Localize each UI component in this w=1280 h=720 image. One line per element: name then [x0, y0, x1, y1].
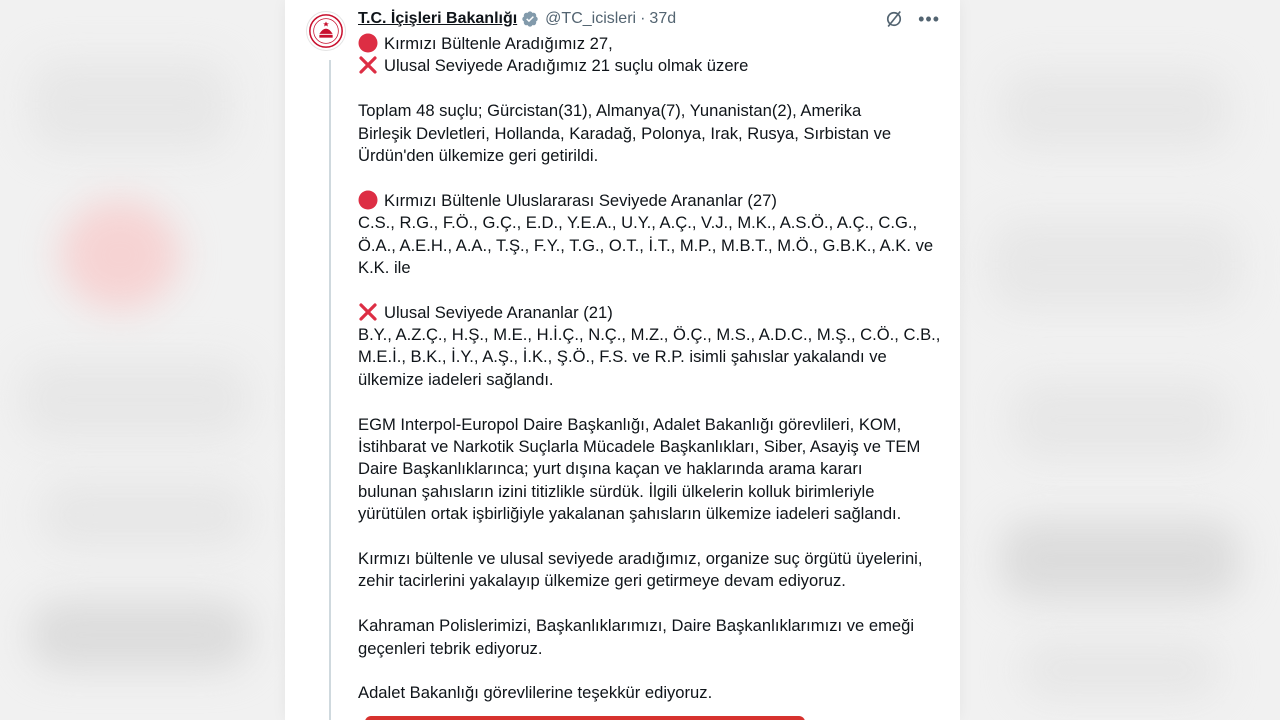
- text-line: ülkemize iadeleri sağlandı.: [358, 369, 554, 389]
- text-line: yürütülen ortak işbirliğiyle yakalanan şahısların ülkemize iadeleri sağlandı.: [358, 504, 902, 524]
- post-header: [358, 8, 948, 30]
- text-line: zehir tacirlerini yakalayıp ülkemize geri getirmeye devam ediyoruz.: [358, 571, 846, 591]
- text-line: Ulusal Seviyede Aradığımız 21 suçlu olmak üzere: [358, 55, 948, 77]
- text-line: Ulusal Seviyede Arananlar (21): [358, 302, 948, 324]
- text-line: Kahraman Polislerimizi, Başkanlıklarımızı, Daire Başkanlıklarımızı ve emeği: [358, 616, 915, 636]
- text-line: Daire Başkanlıklarınca; yurt dışına kaçan ve haklarında arama kararı: [358, 459, 863, 479]
- author-handle[interactable]: @TC_icisleri: [545, 10, 637, 27]
- text-line: Adalet Bakanlığı görevlilerine teşekkür ediyoruz.: [358, 683, 713, 703]
- verified-badge-icon[interactable]: [521, 10, 539, 28]
- text-line: Toplam 48 suçlu; Gürcistan(31), Almanya(7), Yunanistan(2), Amerika: [358, 101, 862, 121]
- text-line: Kırmızı Bültenle Aradığımız 27,: [358, 33, 948, 55]
- text-line: K.K. ile: [358, 257, 411, 277]
- text-line: M.E.İ., B.K., İ.Y., A.Ş., İ.K., Ş.Ö., F.S. ve R.P. isimli şahıslar yakalandı ve: [358, 347, 887, 367]
- avatar[interactable]: [306, 11, 346, 51]
- text-line: B.Y., A.Z.Ç., H.Ş., M.E., H.İ.Ç., N.Ç., M.Z., Ö.Ç., M.S., A.D.C., M.Ş., C.Ö., C.B.,: [358, 325, 941, 345]
- post-card: [285, 0, 960, 720]
- red-circle-icon: [358, 33, 378, 53]
- thread-line: [329, 60, 331, 720]
- text-line: Kırmızı Bültenle Uluslararası Seviyede Arananlar (27): [358, 190, 948, 212]
- text-line: Birleşik Devletleri, Hollanda, Karadağ, Polonya, Irak, Rusya, Sırbistan ve: [358, 123, 892, 143]
- cross-mark-icon: [358, 55, 378, 75]
- grok-icon[interactable]: [884, 9, 904, 29]
- separator-dot: ·: [640, 10, 646, 27]
- cross-mark-icon: [358, 302, 378, 322]
- text-line: Ürdün'den ülkemize geri getirildi.: [358, 145, 599, 165]
- text-line: Ö.A., A.E.H., A.A., T.Ş., F.Y., T.G., O.T., İ.T., M.P., M.B.T., M.Ö., G.B.K., A.K. ve: [358, 235, 934, 255]
- author-name[interactable]: T.C. İçişleri Bakanlığı: [358, 10, 518, 27]
- text-line: C.S., R.G., F.Ö., G.Ç., E.D., Y.E.A., U.Y., A.Ç., V.J., M.K., A.S.Ö., A.Ç., C.G.,: [358, 213, 918, 233]
- ministry-emblem-icon: [307, 12, 345, 50]
- text-line: Kırmızı bültenle ve ulusal seviyede aradığımız, organize suç örgütü üyelerini,: [358, 548, 923, 568]
- text-line: İstihbarat ve Narkotik Suçlarla Mücadele Başkanlıkları, Siber, Asayiş ve TEM: [358, 437, 921, 457]
- red-circle-icon: [358, 190, 378, 210]
- text-line: bulunan şahısların izini titizlikle sürdük. İlgili ülkelerin kolluk birimleriyle: [358, 481, 875, 501]
- attached-media-top-edge[interactable]: [365, 716, 805, 720]
- post-timestamp[interactable]: 37d: [649, 10, 677, 27]
- text-line: geçenleri tebrik ediyoruz.: [358, 638, 543, 658]
- post-actions: [884, 9, 940, 29]
- post-text: [358, 33, 948, 705]
- more-icon[interactable]: •••: [918, 9, 940, 29]
- text-line: EGM Interpol-Europol Daire Başkanlığı, Adalet Bakanlığı görevlileri, KOM,: [358, 414, 902, 434]
